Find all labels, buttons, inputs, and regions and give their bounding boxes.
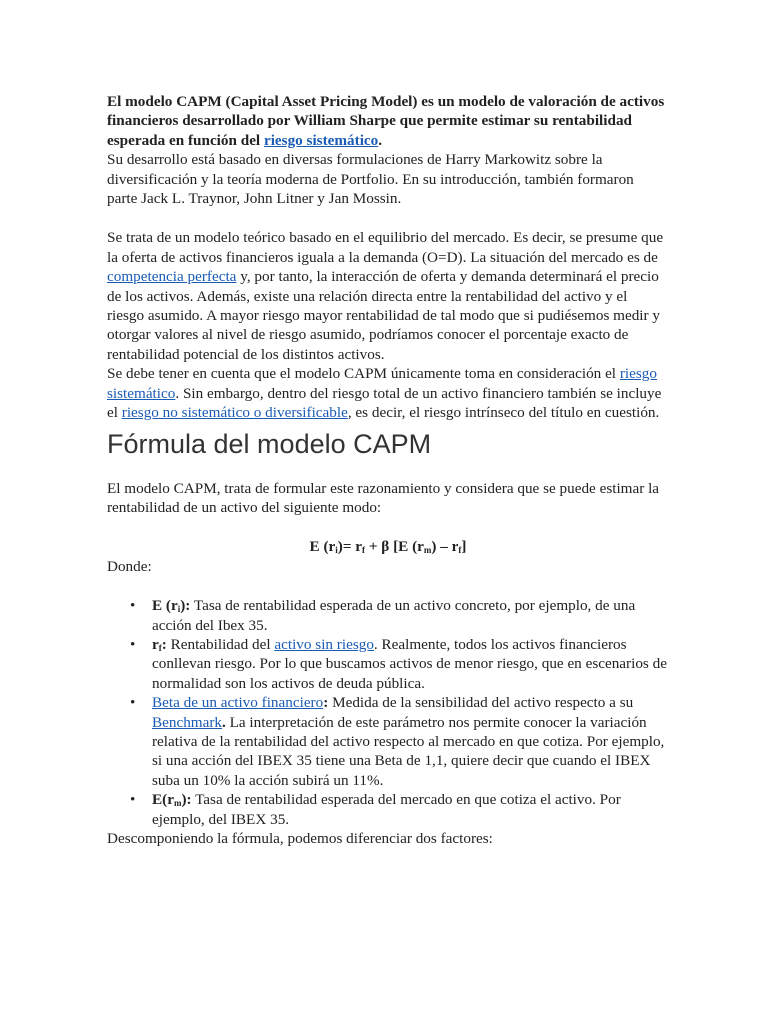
body-text: , es decir, el riesgo intrínseco del título en cuestión. [347, 404, 660, 422]
list-item-beta [152, 693, 667, 790]
section-heading: Fórmula del modelo CAPM [107, 428, 432, 459]
formula-subscript: i [335, 545, 338, 556]
term-text: ): [180, 597, 191, 615]
intro-period: . [378, 131, 383, 149]
formula-part: ] [461, 538, 467, 556]
formula-part: ) – r [431, 538, 459, 556]
term-subscript: f [158, 642, 162, 653]
link-activo-sin-riesgo[interactable]: activo sin riesgo [274, 635, 374, 653]
intro-text: El modelo CAPM (Capital Asset Pricing Model) es un modelo de valoración de activos financieros desarrollado por William Sharpe que permite estimar su rentabilidad esperada en función del [107, 93, 665, 149]
definition-text: La interpretación de este parámetro nos permite conocer la variación relativa de la rentabilidad del activo respecto al mercado en que cotiza. Por ejemplo, si una acción del IBEX 35 tiene una Beta de 1,1, quiere decir que cuando el IBEX suba un 10% la acción subirá un 11%. [152, 713, 665, 789]
link-beta-activo-financiero[interactable]: Beta de un activo financiero [152, 694, 324, 712]
intro-paragraph-bold [107, 92, 667, 150]
term-subscript: m [173, 798, 182, 809]
term-e-rm [152, 791, 192, 808]
link-benchmark[interactable]: Benchmark [152, 713, 223, 731]
body-text: Se debe tener en cuenta que el modelo CAPM únicamente toma en consideración el [107, 365, 620, 383]
definition-text: Medida de la sensibilidad del activo respecto a su [328, 694, 634, 712]
term-subscript: i [177, 604, 181, 615]
closing-paragraph: Descomponiendo la fórmula, podemos diferenciar dos factores: [107, 830, 493, 847]
formula-subscript: m [423, 545, 432, 556]
formula-subscript: f [458, 545, 462, 556]
definition-text: Rentabilidad del [166, 635, 275, 653]
list-item-rf [152, 635, 667, 693]
formula-subscript: f [362, 545, 366, 556]
term-period: . [222, 713, 226, 731]
capm-formula [109, 537, 667, 556]
term-text: ): [181, 791, 192, 809]
paragraph-gap [107, 208, 667, 228]
term-text: : [161, 635, 167, 653]
term-colon: : [323, 694, 329, 712]
definition-text: . Realmente, todos los activos financieros conllevan riesgo. Por lo que buscamos activos de menor riesgo, que en escenarios de normalidad son los activos de deuda pública. [152, 635, 667, 692]
term-text: E (r [152, 597, 178, 615]
formula-part: E (r [309, 538, 336, 556]
link-riesgo-sistematico[interactable]: riesgo sistemático [263, 131, 379, 149]
article-body [107, 92, 667, 848]
body-text: y, por tanto, la interacción de oferta y demanda determinará el precio de los activos. Además, existe una relación directa entre la rentabilidad del activo y el riesgo asumido. A mayor riesgo mayor rentabilidad de tal modo que si pudiésemos medir y otorgar valores al nivel de riesgo asumido, podríamos conocer el porcentaje exacto de rentabilidad potencial de los distintos activos. [107, 268, 660, 363]
body-text: Se trata de un modelo teórico basado en el equilibrio del mercado. Es decir, se presume que la oferta de activos financieros iguala a la demanda (O=D). La situación del mercado es de [107, 229, 664, 266]
list-item-e-ri [152, 596, 667, 635]
term-text: r [152, 635, 159, 653]
body-paragraph-equilibrio [107, 228, 667, 364]
body-text: . Sin embargo, dentro del riesgo total de un activo financiero también se incluye el [107, 384, 662, 422]
term-rf [152, 636, 167, 653]
term-text: E(r [152, 791, 174, 809]
link-competencia-perfecta[interactable]: competencia perfecta [107, 268, 237, 286]
link-riesgo-sistematico-2[interactable]: riesgo sistemático [107, 365, 657, 402]
formula-part: )= r [337, 538, 363, 556]
term-e-ri [152, 597, 190, 614]
link-riesgo-no-sistematico[interactable]: riesgo no sistemático o diversificable [121, 404, 348, 422]
formula-intro: El modelo CAPM, trata de formular este razonamiento y considera que se puede estimar la rentabilidad de un activo del siguiente modo: [107, 479, 660, 516]
definitions-list [107, 596, 667, 829]
intro-paragraph-2: Su desarrollo está basado en diversas formulaciones de Harry Markowitz sobre la diversificación y la teoría moderna de Portfolio. En su introducción, también formaron parte Jack L. Traynor, John Litner y Jan Mossin. [107, 151, 634, 208]
body-paragraph-riesgo [107, 364, 667, 422]
formula-part: + β [E (r [365, 538, 424, 556]
definition-text: Tasa de rentabilidad esperada de un activo concreto, por ejemplo, de una acción del Ibex 35. [152, 597, 636, 634]
definition-text: Tasa de rentabilidad esperada del mercado en que cotiza el activo. Por ejemplo, del IBEX 35. [152, 791, 621, 828]
list-item-e-rm [152, 790, 667, 829]
donde-label: Donde: [107, 557, 152, 575]
